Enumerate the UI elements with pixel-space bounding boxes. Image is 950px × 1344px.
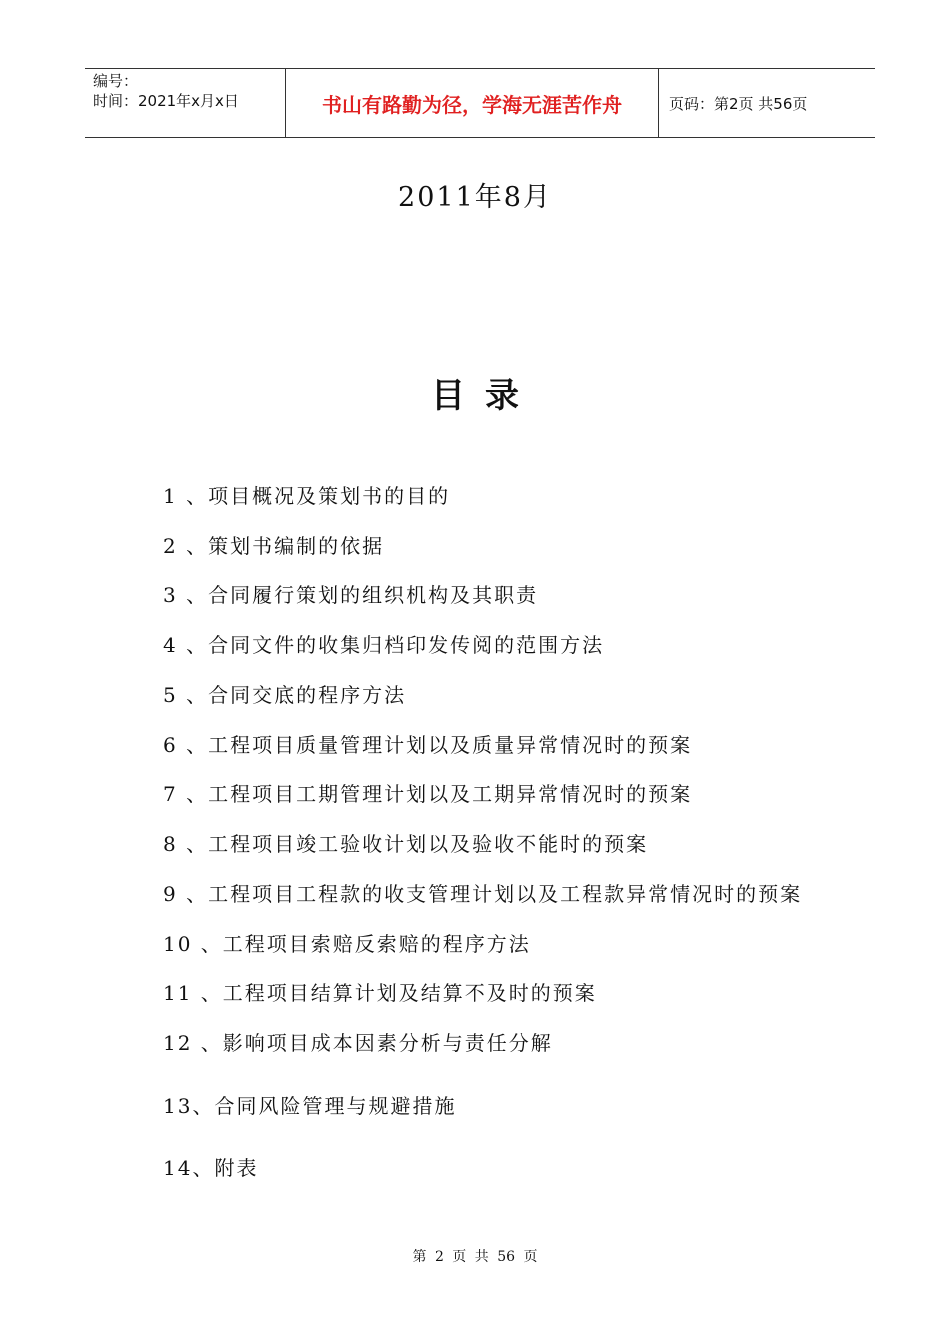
toc-item: 11 、工程项目结算计划及结算不及时的预案 xyxy=(163,981,597,1005)
toc-item: 9 、工程项目工程款的收支管理计划以及工程款异常情况时的预案 xyxy=(163,882,803,906)
toc-item: 10 、工程项目索赔反索赔的程序方法 xyxy=(163,932,531,956)
toc-item: 12 、影响项目成本因素分析与责任分解 xyxy=(163,1031,553,1055)
document-date: 2011年8月 xyxy=(398,182,552,213)
toc-item: 1 、项目概况及策划书的目的 xyxy=(163,484,451,508)
toc-item: 4 、合同文件的收集归档印发传阅的范围方法 xyxy=(163,633,605,657)
header-motto-cell xyxy=(286,69,659,137)
time-label: 时间：2021年x月x日 xyxy=(93,92,239,110)
toc-item: 7 、工程项目工期管理计划以及工期异常情况时的预案 xyxy=(163,782,693,806)
motto-text: 书山有路勤为径，学海无涯苦作舟 xyxy=(322,92,622,117)
toc-item: 14、附表 xyxy=(163,1156,259,1180)
number-label: 编号： xyxy=(93,72,139,90)
page-footer: 第 2 页 共 56 页 xyxy=(412,1249,538,1265)
page-header xyxy=(85,68,875,138)
page-info: 页码：第2页 共56页 xyxy=(669,94,808,113)
toc-title: 目录 xyxy=(431,376,539,416)
toc-item: 6 、工程项目质量管理计划以及质量异常情况时的预案 xyxy=(163,733,693,757)
header-page-cell xyxy=(659,69,875,137)
toc-item: 2 、策划书编制的依据 xyxy=(163,534,385,558)
header-left-cell xyxy=(85,69,286,137)
toc-item: 5 、合同交底的程序方法 xyxy=(163,683,407,707)
toc-item: 3 、合同履行策划的组织机构及其职责 xyxy=(163,583,539,607)
toc-item: 13、合同风险管理与规避措施 xyxy=(163,1094,457,1118)
toc-item: 8 、工程项目竣工验收计划以及验收不能时的预案 xyxy=(163,832,649,856)
